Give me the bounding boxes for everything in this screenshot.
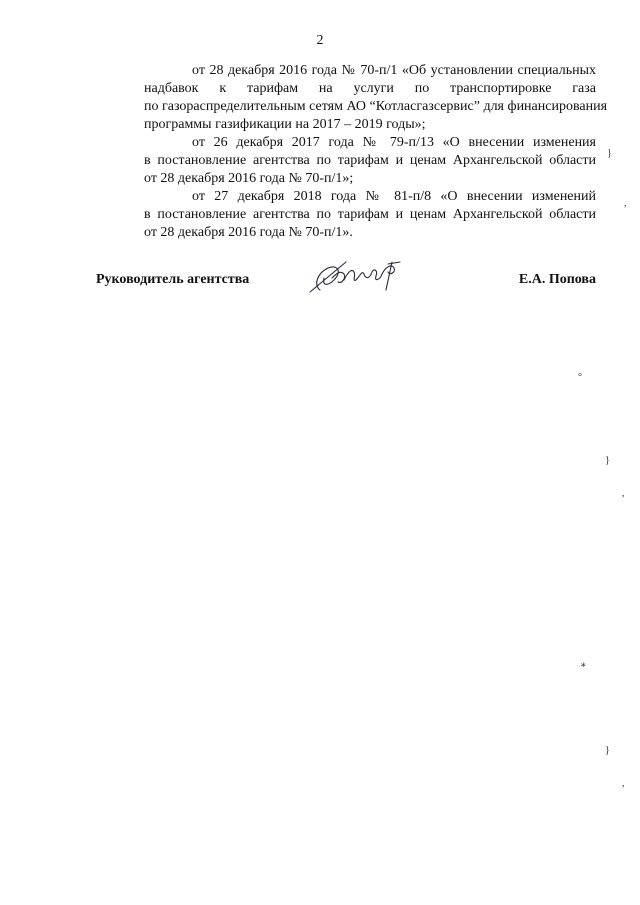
paragraph-3-line-2: в постановление агентства по тарифам и ценам Архангельской области bbox=[144, 207, 596, 222]
paragraph-2-line-1: от 26 декабря 2017 года № 79-п/13 «О внесении изменения bbox=[192, 135, 596, 150]
page-number: 2 bbox=[316, 33, 324, 48]
paragraph-3-line-3: от 28 декабря 2016 года № 70-п/1». bbox=[144, 225, 353, 240]
scan-speck: } bbox=[605, 455, 610, 466]
paragraph-1-line-1: от 28 декабря 2016 года № 70-п/1 «Об установлении специальных bbox=[192, 63, 596, 78]
document-body bbox=[96, 62, 608, 242]
scan-speck: , bbox=[624, 198, 627, 209]
paragraph-1-line-3: по газораспределительным сетям АО “Котласгазсервис” для финансирования bbox=[144, 99, 608, 114]
scan-speck: } bbox=[607, 148, 612, 159]
scan-speck: ° bbox=[578, 372, 582, 383]
handwritten-signature bbox=[306, 256, 406, 296]
signatory-title: Руководитель агентства bbox=[96, 272, 250, 287]
scan-speck: } bbox=[605, 745, 610, 756]
signature-block bbox=[96, 272, 596, 302]
scan-speck: , bbox=[622, 778, 625, 789]
scan-speck: ∗ bbox=[580, 660, 587, 671]
paragraph-1-line-4: программы газификации на 2017 – 2019 годы»; bbox=[144, 117, 426, 132]
paragraph-2-line-2: в постановление агентства по тарифам и ценам Архангельской области bbox=[144, 153, 596, 168]
paragraph-3 bbox=[96, 188, 596, 242]
paragraph-2-line-3: от 28 декабря 2016 года № 70-п/1»; bbox=[144, 171, 354, 186]
scan-speck: , bbox=[622, 488, 625, 499]
paragraph-3-line-1: от 27 декабря 2018 года № 81-п/8 «О внесении изменений bbox=[192, 189, 596, 204]
signatory-name: Е.А. Попова bbox=[518, 272, 596, 287]
paragraph-1 bbox=[96, 62, 608, 134]
paragraph-2 bbox=[96, 134, 596, 188]
paragraph-1-line-2: надбавок к тарифам на услуги по транспортировке газа bbox=[144, 81, 596, 96]
